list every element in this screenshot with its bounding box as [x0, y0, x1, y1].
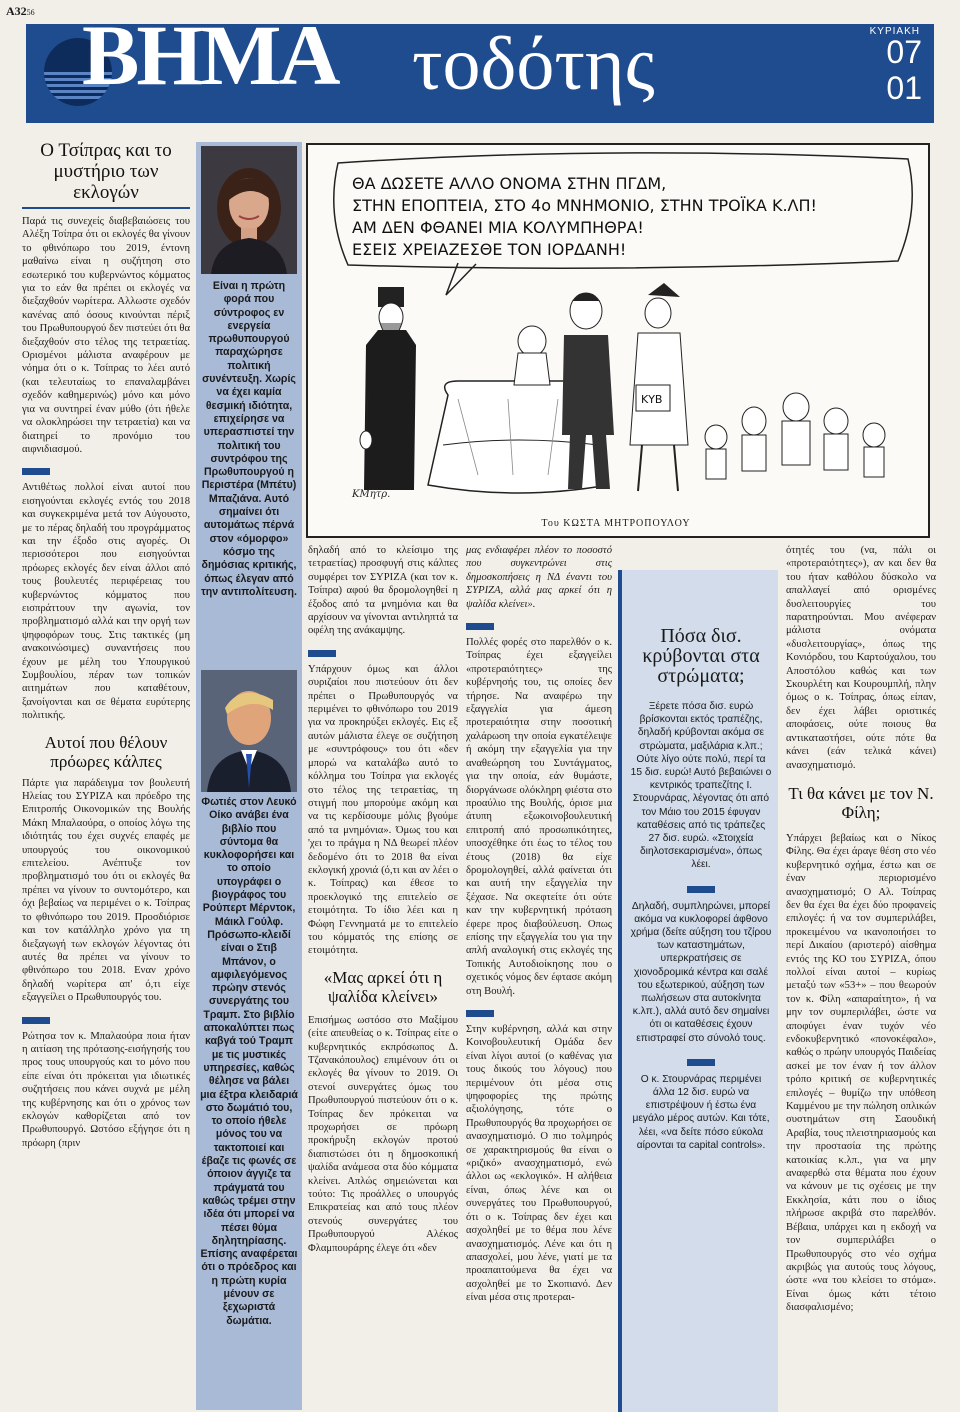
subheadline-filis: Τι θα κάνει με τον Ν. Φίλη; [788, 783, 934, 822]
article-paragraph: Αντιθέτως πολλοί είναι αυτοί που εισηγούνται εκλογές εντός του 2018 και συγκεκριμένα μετά τον Αύγουστο, με το πέρας δηλαδή του προγράμματος και την έξοδο στις αγορές. Οι περισσότεροι που εισηγούνται πρόωρες εκλογές δεν είναι άλλοι από τους βουλευτές περιφέρειας του κυβερνώντος κόμματος που εισπράττουν την αγωνία, τον προβληματισμό αλλά και την οργή των ψηφοφόρων τους. Στις τακτικές (μη ανακοινώσιμες) συναντήσεις που έχουν με μέλη του Υπουργικού Συμβουλίου, πέραν των τοπικών αιτημάτων που καταθέτουν, ξανοίγονται και σε θέματα ευρύτερης πολιτικής. [22, 482, 190, 722]
section-marker [466, 1010, 494, 1017]
article-paragraph: Υπάρχουν όμως και άλλοι συριζαίοι που πιστεύουν ότι δεν πρέπει ο Πρωθυπουργός να περιμένει το φθινόπωρο του 2019 για να προκηρύξει εκλογές. Εις εξ αυτών μάλιστα έλεγε σε συζήτηση με «συντρόφους» του ότι «δεν μπορώ να καταλάβω αυτό το κόλλημα του Τσίπρα για εκλογές στο τέλος της τετραετίας, τη στιγμή που μπορούμε ακόμη και να τις κερδίσουμε μόλις βγούμε από τα μνημόνια». Όμως του και 'χει το πράγμα η ΝΔ θεωρεί πλέον δεδομένο ότι το 2018 θα είναι εκλογική χρονιά (ό,τι και αν λέει ο κ. Τσίπρας) και έθεσε το προεκλογικό της επιτελείο σε ετοιμότητα. Το ίδιο λέει και η Φώφη Γεννηματά με το επιτελείο του κόμματός της επίσης σε ετοιμότητα. [308, 663, 458, 957]
section-marker [22, 468, 50, 475]
masthead-day: 07 [886, 34, 922, 70]
sidebar-text-2: Φωτιές στον Λευκό Οίκο ανάβει ένα βιβλίο που σύντομα θα κυκλοφορήσει και το οποίο υπογράφει ο βιογράφος του Ρούπερτ Μέρντοκ, Μάικλ Γούλφ. Πρόσωπο-κλειδί είναι ο Στιβ Μπάνον, ο αμφιλεγόμενος πρώην στενός συνεργάτης του Τραμπ. Στο βιβλίο αποκαλύπτει πως καβγά τού Τραμπ με τις μυστικές υπηρεσίες, καθώς θέλησε να βάλει μια έξτρα κλειδαριά στο δωμάτιό του, το οποίο ήθελε μόνος του να τακτοποιεί και έβαζε τις φωνές σε όποιον άγγιζε τα πράγματά του καθώς τρέμει στην ιδέα ότι μπορεί να πέσει θύμα δηλητηρίασης. Επίσης αναφέρεται ότι ο πρόεδρος και η πρώτη κυρία μένουν σε ξεχωριστά δωμάτια. [200, 796, 298, 1327]
box-paragraph: Ο κ. Στουρνάρας περιμένει άλλα 12 δισ. ευρώ να επιστρέψουν ή έστω ένα μεγάλο μέρος αυτών. Και τότε, λέει, «να δείτε πόσο εύκολα αίρονται τα capital controls». [632, 1073, 770, 1151]
cartoon-line-2: ΣΤΗΝ ΕΠΟΠΤΕΙΑ, ΣΤΟ 4ο ΜΝΗΜΟΝΙΟ, ΣΤΗΝ ΤΡΟΪΚΑ Κ.ΛΠ! [352, 196, 817, 215]
article-paragraph: μας ενδιαφέρει πλέον το ποσοστό που συγκεντρώνει στις δημοσκοπήσεις η ΝΔ έναντι του ΣΥΡΙΖΑ, αλλά μας αρκεί ότι η ψαλίδα κλείνει». [466, 545, 612, 610]
article-paragraph: Παρά τις συνεχείς διαβεβαιώσεις του Αλέξη Τσίπρα ότι οι εκλογές θα γίνουν το φθινόπωρο του 2019, έντονη μαθαίνω είναι η συζήτηση στο εσωτερικό του κυβερνώντος κόμματος για το εάν θα πρέπει οι εκλογές να διεξαχθούν νωρίτερα. Αλλωστε σχεδόν κανένας από όσους κινούνται πέριξ του Πρωθυπουργού δεν πιστεύει ότι θα διεξαχθούν στο τέλος της τετραετίας. Ορισμένοι μάλιστα αναφέρουν με νόημα ότι ο κ. Τσίπρας το λέει αυτό (και τελευταίως το επαναλαμβάνει σχεδόν καθημερινώς) μόνο και μόνο για να συντηρεί έναν μύθο (ότι ήθελε να ολοκληρώσει την τετραετία) και να διατηρεί το προνόμιο του αιφνιδιασμού. [22, 216, 190, 455]
subheadline-quote: «Μας αρκεί ότι η ψαλίδα κλείνει» [323, 967, 443, 1006]
divider [22, 207, 190, 209]
cartoon-line-3: ΑΜ ΔΕΝ ΦΘΑΝΕΙ ΜΙΑ ΚΟΛΥΜΠΗΘΡΑ! [352, 218, 644, 237]
cartoonist-signature: ΚΜητρ. [352, 489, 391, 500]
article-paragraph: Ρώτησα τον κ. Μπαλαούρα ποια ήταν η αιτίαση της πρότασης-εισήγησής του προς τους υπουργούς και το μόνο που είπε είναι ότι πρόκειται για ιδιωτικές συζητήσεις που κάνει συχνά με μέλη της κυβέρνησης και ότι ο χρόνος των εκλογών καθορίζεται από τον Πρωθυπουργό. Ωστόσο εξήγησε ότι η πρόωρη (πριν [22, 1030, 190, 1149]
column-6 [786, 544, 936, 1412]
column-1 [22, 140, 190, 1412]
small-children-icon [705, 393, 885, 479]
masthead-subtitle: τοδότης [412, 22, 655, 106]
section-marker [466, 623, 494, 630]
section-marker [687, 886, 715, 893]
article-paragraph: Υπάρχει βεβαίως και ο Νίκος Φίλης. Θα έχει άραγε θέση στο νέο κυβερνητικό σχήμα, έστω και σε έναν περιορισμένο ανασχηματισμό; Ο Αλ. Τσίπρας δεν θα έχει θα έχει δύο προφανείς επιλογές: ή να τον συμπεριλάβει, προκειμένου να ικανοποιήσει το περί Δικαίου (αριστερό) αίσθημα εντός της ΚΟ του ΣΥΡΙΖΑ, όπου πολλοί είναι αυτοί – κυρίως μεταξύ των «53+» – που θεωρούν τον κ. Φίλη «απαραίτητο», ή να μην τον συμπεριλάβει, ώστε να αποφύγει έναν τυχόν νέο ενδοκυβερνητικό «πονοκέφαλο», καθώς ο πρώην υπουργός Παιδείας ασκεί με τον έναν ή τον άλλον τρόπο κριτική σε κυβερνητικές επιλογές – θυμίζω την υπόθεση Καμμένου με την πώληση οπλικών συστημάτων στη Σαουδική Αραβία, τους πλειστηριασμούς και την προστασία της πρώτης κατοικίας κ.λπ., για να μην αναφερθώ στα θέματα που έχουν να κάνουν με τις σχέσεις με την Εκκλησία, κάτι που ο ίδιος πλήρωσε ακριβά στο παρελθόν. Βέβαια, υπάρχει και η εκδοχή να τον συμπεριλάβει ο Πρωθυπουργός στο νέο σχήμα ακριβώς για αυτούς τους λόγους, ώστε «να του κλείσει το στόμα». Είναι όμως κάτι τέτοιο διασφαλισμένο; [786, 832, 936, 1314]
photo-woman [201, 146, 297, 274]
masthead [26, 7, 934, 123]
article-paragraph: Πολλές φορές στο παρελθόν ο κ. Τσίπρας έχει εξαγγείλει «προτεραιότητες» της κυβέρνησής του, τις οποίες δεν τήρησε. Να αναφέρω την εξαγγελία για άμεση προτεραιότητα στην ποσοτική χαλάρωση την οποία εγκατέλειψε ή ακόμη την εξαγγελία για την αναθεώρηση του Συντάγματος, για την οποία, εάν θυμάστε, διοργάνωσε ολόκληρη φιέστα στο προαύλιο της Βουλής, όρισε μια άτυπη εξωκοινοβουλευτική επιτροπή από προσωπικότητες, υποσχέθηκε ότι έως το τέλος του έτους (2018) θα είχε δρομολογηθεί, αλλά φαίνεται ότι και αυτή την εξαγγελία την ξέχασε. Να σκεφτείτε ότι ούτε καν την κυβερνητική πρόταση έφερε προς διαβούλευση. Οπως επίσης την εξαγγελία του για την απλή αναλογική στις εκλογές της Τοπικής Αυτοδιοίκησης που ο σχετικός νόμος δεν έφτασε ακόμη στη Βουλή. [466, 637, 612, 997]
article-paragraph: δηλαδή από το κλείσιμο της τετραετίας) προσφυγή στις κάλπες συμφέρει τον ΣΥΡΙΖΑ (και τον κ. Τσίπρα) αφού θα δρομολογηθεί η έξοδος από τα μνημόνια και θα αρχίσουν να γίνονται αντιληπτά τα οφέλη της ανάκαμψης. [308, 545, 458, 637]
section-marker [308, 650, 336, 657]
portrait-woman-icon [201, 146, 297, 274]
portrait-man-icon [201, 670, 297, 792]
sidebar-text-1: Είναι η πρώτη φορά που σύντροφος εν ενεργεία πρωθυπουργού παραχώρησε πολιτική συνέντευξη. Χωρίς να έχει καμία θεσμική ιδιότητα, επιχείρησε να υπερασπιστεί την πολιτική του συντρόφου της Πρωθυπουργού η Περιστέρα (Μπέτυ) Μπαζιάνα. Αυτό σημαίνει ότι αυτομάτως πέρνά στον «όμορφο» κόσμο της δημόσιας κριτικής, όπως έλεγαν από την αντιπολίτευση. [201, 280, 297, 598]
cartoon-line-1: ΘΑ ΔΩΣΕΤΕ ΑΛΛΟ ΟΝΟΜΑ ΣΤΗΝ ΠΓΔΜ, [352, 174, 667, 193]
box-paragraph: Ξέρετε πόσα δισ. ευρώ βρίσκονται εκτός τραπέζης, δηλαδή κρύβονται ακόμα σε στρώματα, μαξιλάρια κ.λπ.; Ούτε λίγο ούτε πολύ, περί τα 15 δισ. ευρώ! Αυτό βεβαιώνει ο κεντρικός τραπεζίτης Ι. Στουρνάρας, λέγοντας ότι από τον Μάιο του 2015 έφυγαν καταθέσεις από τις τράπεζες 27 δισ. ευρώ. «Στοιχεία διηλοτσεκαρισμένα», όπως λέει. [630, 701, 772, 871]
section-marker [687, 1059, 715, 1066]
priest-figure-icon [360, 287, 416, 490]
cartoon-credit: Του ΚΩΣΤΑ ΜΗΤΡΟΠΟΥΛΟΥ [541, 518, 691, 529]
section-marker [22, 1017, 50, 1024]
woman-figure-icon [630, 283, 688, 491]
cartoon-drawing [308, 145, 928, 536]
cartoon [306, 143, 930, 538]
box-paragraph: Δηλαδή, συμπληρώνει, μπορεί ακόμα να κυκλοφορεί άφθονο χρήμα (δείτε αύξηση του τζίρου των καταστημάτων, υπερκρατήσεις σε χιονοδρομικά κέντρα και σαλέ του εξωτερικού, αύξηση των πωλήσεων στα αυτοκίνητα κ.λπ.), αλλά αυτό δεν σημαίνει ότι οι καταθέσεις έχουν επιστραφεί στο σύνολό τους. [630, 900, 772, 1044]
article-paragraph: ότητές του (να, πάλι οι «προτεραιότητες»), αν και δεν θα του ήταν καθόλου δύσκολο να απαλλαγεί από ορισμένες δυσλειτουργίες του παρατηρούνται. Μου ανέφεραν μάλιστα ονόματα «δυσλειτουργίας», όπως της Κονιόρδου, του Καρτούχαλου, του Αποστόλου καθώς και των Σκουρλέτη και Κουρουμπλή, πλην όμως ο κ. Τσίπρας, όπως είπαν, δεν έχει λάβει οριστικές αποφάσεις, ούτε ποιους θα αντικαταστήσει, ούτε πότε θα κάνει (εάν τελικά κάνει) ανασχηματισμό. [786, 545, 936, 771]
article-paragraph: Στην κυβέρνηση, αλλά και στην Κοινοβουλευτική Ομάδα δεν είναι λίγοι αυτοί (ο καθένας για τους δικούς του λόγους) που περιμένουν ότι μέσα στις ψηφοφορίες της πρώτης αξιολόγησης, τότε ο Πρωθυπουργός θα προχωρήσει σε ανασχηματισμό. Ο πιο τολμηρός σε χαρακτηρισμούς θα είναι ο «ριζικό» ανασχηματισμό, ενώ άλλοι ως «εκλογικό». Η αλήθεια είναι, όπως λένε και οι συνεργάτες του Πρωθυπουργού, ότι ο κ. Τσίπρας δεν έχει και ασχοληθεί με το θέμα που λένε ανασχηματισμός. Λένε και ότι η απασχολεί, μου λένε, γιατί με τα προαπαιτούμενα θα έχει να ασχοληθεί με το Σκοπιανό. Δεν είναι μέσα στις προτεραι- [466, 1024, 612, 1304]
column-4 [466, 544, 612, 1412]
page-folio: A3256 [6, 4, 35, 18]
bag-label: ΚΥΒ [641, 393, 663, 406]
subheadline-early-polls: Αυτοί που θέλουν πρόωρες κάλπες [44, 732, 168, 771]
photo-trump [201, 670, 297, 792]
box-title: Πόσα δισ. κρύβονται στα στρώματα; [642, 625, 760, 687]
masthead-month: 01 [886, 70, 922, 106]
mattress-money-box [618, 570, 778, 1412]
article-paragraph: Επισήμως ωστόσο στο Μαξίμου (είτε απευθείας ο κ. Τσίπρας είτε ο κυβερνητικός εκπρόσωπος Δ. Τζανακόπουλος) επιμένουν ότι οι εκλογές θα γίνουν το 2019. Οι στενοί συνεργάτες όμως του Πρωθυπουργού πιστεύουν ότι ο κ. Τσίπρας δεν πρόκειται να προχωρήσει σε πρόωρη προκήρυξη εκλογών προτού διαπιστώσει ότι η δημοσκοπική ψαλίδα ανάμεσα στα δύο κόμματα κλείνει. Απλώς σημειώνεται και τούτο: Τις προάλλες ο υπουργός Επικρατείας και από τους πλέον στενούς συνεργάτες του Πρωθυπουργού Αλέκος Φλαμπουράρης έλεγε ότι «δεν [308, 1014, 458, 1254]
child-figure-icon [514, 326, 550, 385]
column-3 [308, 544, 458, 1412]
cartoon-line-4: ΕΣΕΙΣ ΧΡΕΙΑΖΕΣΘΕ ΤΟΝ ΙΟΡΔΑΝΗ! [352, 240, 627, 259]
masthead-title: ΒΗΜΑ [82, 7, 338, 103]
masthead-weekday: ΚΥΡΙΑΚΗ [869, 26, 920, 37]
article-paragraph: Πάρτε για παράδειγμα τον βουλευτή Ηλείας του ΣΥΡΙΖΑ και πρόεδρο της Επιτροπής Οικονομικών της Βουλής Μάκη Μπαλαούρα, ο οποίος λόγω της ιδιότητάς του έχει συχνές επαφές με υπουργούς του οικονομικού επιτελείου. Ανέπτυξε τον προβληματισμό του ότι οι εκλογές θα πρέπει να γίνουν το συντομότερο, και όχι βεβαίως να περιμένει ο κ. Τσίπρας το φθινόπωρο του 2019. Προσδιόρισε και τον κατάλληλο χρόνο για τη διεξαγωγή των εκλογών λέγοντας ότι αυτές θα πρέπει να γίνουν το φθινόπωρο του 2018. Εναν χρόνο δηλαδή νωρίτερα απ' ό,τι είχε εξαγγείλει ο Πρωθυπουργός του. [22, 777, 190, 1004]
headline-tsipras: Ο Τσίπρας και το μυστήριο των εκλογών [40, 140, 172, 203]
